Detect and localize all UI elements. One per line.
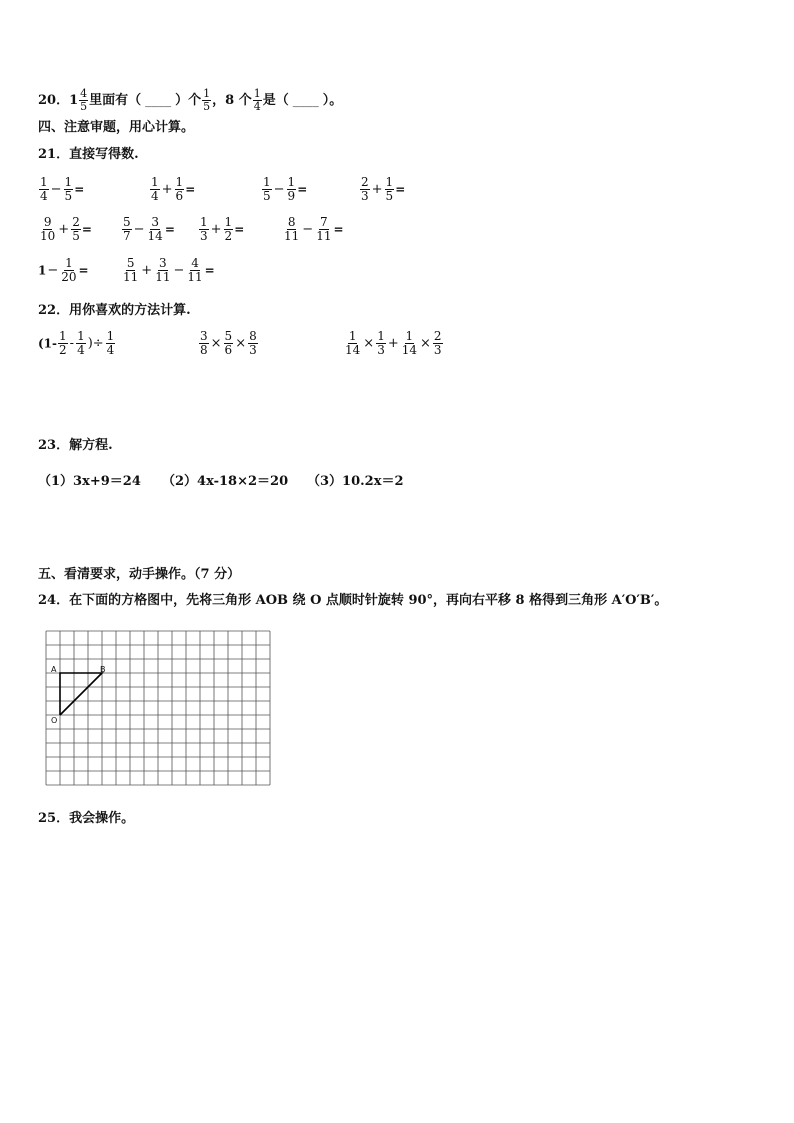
q20-fraction-1: $\frac{4}{5}$	[80, 87, 88, 113]
fraction: $\frac{5}{11}$	[123, 256, 139, 284]
q20-text-1: 里面有（	[89, 93, 142, 108]
q21-expr-4: $\frac{2}{3}$ + $\frac{1}{5}$ =	[361, 175, 406, 203]
section-4-heading: 四、注意审题，用心计算。	[38, 120, 195, 135]
q20-blank-1[interactable]: ____	[145, 93, 172, 108]
q21-expr-7: $\frac{1}{3}$ + $\frac{1}{2}$ =	[200, 215, 245, 243]
fraction: $\frac{1}{4}$	[106, 329, 115, 357]
fraction: $\frac{1}{6}$	[175, 175, 184, 203]
fraction: $\frac{7}{11}$	[316, 215, 332, 243]
fraction: $\frac{8}{3}$	[249, 329, 257, 357]
triangle-aob	[60, 673, 102, 715]
q20-whole: 1	[69, 93, 79, 108]
question-22-title: 22．用你喜欢的方法计算.	[38, 303, 191, 318]
q21-expr-5: $\frac{9}{10}$ + $\frac{2}{5}$ =	[40, 215, 92, 243]
question-21-title: 21．直接写得数.	[38, 147, 139, 162]
q22-expr-3: $\frac{1}{14}$ × $\frac{1}{3}$ + $\frac{1}{14}$ × $\frac{2}{3}$	[345, 329, 442, 357]
label-b: B	[100, 665, 106, 674]
question-23-title: 23．解方程.	[38, 438, 113, 453]
fraction: $\frac{3}{14}$	[147, 215, 163, 243]
q22-expr-1: (1- $\frac{1}{2}$ - $\frac{1}{4}$ )÷ $\frac{1}{4}$	[38, 329, 115, 357]
fraction: $\frac{2}{3}$	[433, 329, 442, 357]
fraction: $\frac{4}{11}$	[187, 256, 203, 284]
fraction: $\frac{8}{11}$	[284, 215, 300, 243]
q20-text-3: ，8 个	[212, 93, 252, 108]
fraction: $\frac{5}{7}$	[123, 215, 131, 243]
q24-grid-figure	[42, 627, 274, 792]
section-5-heading: 五、看清要求，动手操作。（7 分）	[38, 567, 241, 582]
q21-expr-8: $\frac{8}{11}$ − $\frac{7}{11}$ =	[284, 215, 344, 243]
q21-expr-6: $\frac{5}{7}$ − $\frac{3}{14}$ =	[123, 215, 175, 243]
label-o: O	[51, 716, 58, 725]
fraction: $\frac{1}{2}$	[59, 329, 67, 357]
fraction: $\frac{1}{14}$	[401, 329, 418, 357]
fraction: $\frac{1}{4}$	[151, 175, 159, 203]
q20-text-2: ）个	[175, 93, 202, 108]
question-24-text: 24．在下面的方格图中，先将三角形 AOB 绕 O 点顺时针旋转 90°，再向右平移 8 格得到三角形 A′O′B′。	[38, 593, 668, 608]
q20-fraction-3: $\frac{1}{4}$	[253, 87, 261, 113]
fraction: $\frac{2}{5}$	[72, 215, 80, 243]
fraction: $\frac{1}{14}$	[345, 329, 361, 357]
q20-text-4: 是（	[262, 93, 289, 108]
fraction: $\frac{1}{3}$	[200, 215, 208, 243]
grid-lines	[46, 631, 270, 785]
q21-expr-1: $\frac{1}{4}$ − $\frac{1}{5}$ =	[40, 175, 85, 203]
label-a: A	[51, 665, 57, 674]
fraction: $\frac{1}{5}$	[64, 175, 73, 203]
q23-equation-2: （2）4x-18×2＝20	[162, 474, 289, 489]
triangle-outline	[60, 673, 102, 715]
fraction: $\frac{5}{6}$	[224, 329, 233, 357]
q21-expr-3: $\frac{1}{5}$ − $\frac{1}{9}$ =	[263, 175, 308, 203]
q23-equation-1: （1）3x+9＝24	[38, 474, 141, 489]
fraction: $\frac{1}{20}$	[61, 256, 77, 284]
fraction: $\frac{1}{4}$	[77, 329, 85, 357]
fraction: $\frac{2}{3}$	[361, 175, 369, 203]
fraction: $\frac{1}{9}$	[287, 175, 296, 203]
fraction: $\frac{1}{2}$	[224, 215, 233, 243]
fraction: $\frac{1}{4}$	[40, 175, 48, 203]
question-20	[38, 88, 342, 113]
q20-text-5: ）。	[322, 93, 343, 108]
q23-equation-3: （3）10.2x＝2	[307, 474, 404, 489]
fraction: $\frac{3}{11}$	[155, 256, 171, 284]
fraction: $\frac{1}{3}$	[377, 329, 385, 357]
fraction: $\frac{1}{5}$	[263, 175, 271, 203]
fraction: $\frac{3}{8}$	[200, 329, 208, 357]
q21-expr-10: $\frac{5}{11}$ + $\frac{3}{11}$ − $\frac{4}{11}$ =	[123, 256, 215, 284]
q21-expr-2: $\frac{1}{4}$ + $\frac{1}{6}$ =	[151, 175, 196, 203]
fraction: $\frac{9}{10}$	[40, 215, 56, 243]
q20-number: 20．	[38, 93, 70, 108]
q22-expr-2: $\frac{3}{8}$ × $\frac{5}{6}$ × $\frac{8}{3}$	[200, 329, 257, 357]
q20-fraction-2: $\frac{1}{5}$	[203, 87, 211, 113]
fraction: $\frac{1}{5}$	[385, 175, 394, 203]
question-25: 25．我会操作。	[38, 811, 135, 826]
q21-expr-9: 1− $\frac{1}{20}$ =	[38, 256, 89, 284]
q20-blank-2[interactable]: ____	[292, 93, 319, 108]
